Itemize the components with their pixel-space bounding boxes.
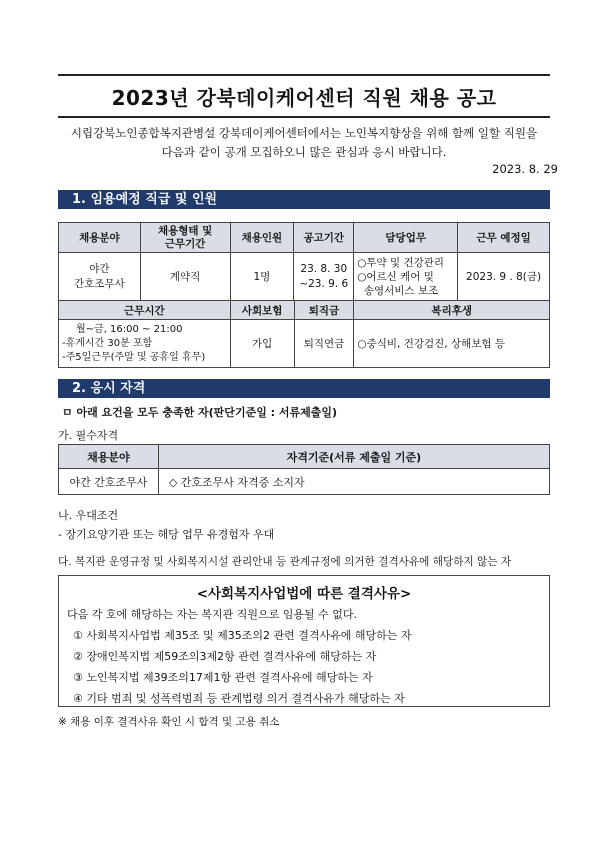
position-data-row (59, 253, 550, 301)
disqualification-title: <사회복지사업법에 따른 결격사유> (196, 586, 412, 602)
title-box (58, 74, 550, 118)
header-count: 채용인원 (230, 223, 294, 253)
conditions-table (58, 300, 550, 368)
hours-line-3: -주5일근무(주말 및 공휴일 휴무) (62, 351, 206, 363)
preference-text: - 장기요양기관 또는 해당 업무 유경험자 우대 (58, 528, 275, 541)
cell-duties: ○투약 및 건강관리 ○어르신 케어 및 송영서비스 보조 (354, 253, 458, 301)
qual-header-field: 채용분야 (59, 445, 159, 469)
cell-type: 계약직 (140, 253, 230, 301)
disqualification-box (58, 575, 550, 707)
qualification-table (58, 444, 550, 495)
qual-cell-criteria: ◇ 간호조무사 자격증 소지자 (158, 469, 549, 495)
disqualification-item-1: ① 사회복지사업법 제35조 및 제35조의2 관련 결격사유에 해당하는 자 (73, 629, 412, 642)
intro-text (58, 124, 550, 162)
conditions-data-row (59, 320, 550, 368)
cell-count: 1명 (230, 253, 294, 301)
header-start: 근무 예정일 (458, 223, 550, 253)
header-severance: 퇴직금 (294, 301, 354, 320)
cell-field: 야간 간호조무사 (59, 253, 141, 301)
header-type: 채용형태 및 근무기간 (140, 223, 230, 253)
cell-welfare: ○중식비, 건강검진, 상해보험 등 (354, 320, 550, 368)
hours-line-1: 월~금, 16:00 ~ 21:00 (76, 323, 183, 335)
sub-a-label: 가. 필수자격 (58, 429, 119, 442)
cell-hours (59, 320, 231, 368)
qualification-header-row (59, 445, 550, 469)
announcement-date: 2023. 8. 29 (492, 162, 558, 176)
cell-insurance: 가입 (230, 320, 294, 368)
header-hours: 근무시간 (59, 301, 231, 320)
position-header-row (59, 223, 550, 253)
header-period: 공고기간 (294, 223, 354, 253)
qual-cell-field: 야간 간호조무사 (59, 469, 159, 495)
intro-line-2: 다음과 같이 공개 모집하오니 많은 관심과 응시 바랍니다. (161, 145, 447, 159)
header-welfare: 복리후생 (354, 301, 550, 320)
disqualification-item-2: ② 장애인복지법 제59조의3제2항 관련 결격사유에 해당하는 자 (73, 650, 377, 663)
page-title: 2023년 강북데이케어센터 직원 채용 공고 (111, 85, 497, 110)
conditions-header-row (59, 301, 550, 320)
qual-header-criteria: 자격기준(서류 제출일 기준) (158, 445, 549, 469)
sub-b-label: 나. 우대조건 (58, 509, 119, 522)
header-insurance: 사회보험 (230, 301, 294, 320)
position-table (58, 222, 550, 301)
hours-line-2: -휴게시간 30분 포함 (62, 337, 153, 349)
footnote: ※ 채용 이후 결격사유 확인 시 합격 및 고용 취소 (58, 716, 280, 728)
requirement-text: ㅁ 아래 요건을 모두 충족한 자(판단기준일 : 서류제출일) (62, 406, 338, 419)
header-duties: 담당업무 (354, 223, 458, 253)
cell-severance: 퇴직연금 (294, 320, 354, 368)
qualification-data-row (59, 469, 550, 495)
section-1-heading: 1. 임용예정 직급 및 인원 (58, 190, 550, 209)
cell-period: 23. 8. 30 ~23. 9. 6 (294, 253, 354, 301)
disqualification-intro: 다음 각 호에 해당하는 자는 복지관 직원으로 임용될 수 없다. (67, 608, 357, 621)
disqualification-item-3: ③ 노인복지법 제39조의17제1항 관련 결격사유에 해당하는 자 (73, 671, 373, 684)
sub-c-label: 다. 복지관 운영규정 및 사회복지시설 관리안내 등 관계규정에 의거한 결격사유에 해당하지 않는 자 (58, 556, 512, 568)
intro-line-1: 시립강북노인종합복지관병설 강북데이케어센터에서는 노인복지향상을 위해 함께 일할 직원을 (70, 126, 538, 140)
cell-start: 2023. 9 . 8(금) (458, 253, 550, 301)
disqualification-item-4: ④ 기타 범죄 및 성폭력범죄 등 관계법령 의거 결격사유가 해당하는 자 (73, 692, 405, 705)
header-field: 채용분야 (59, 223, 141, 253)
section-2-heading: 2. 응시 자격 (58, 379, 550, 398)
